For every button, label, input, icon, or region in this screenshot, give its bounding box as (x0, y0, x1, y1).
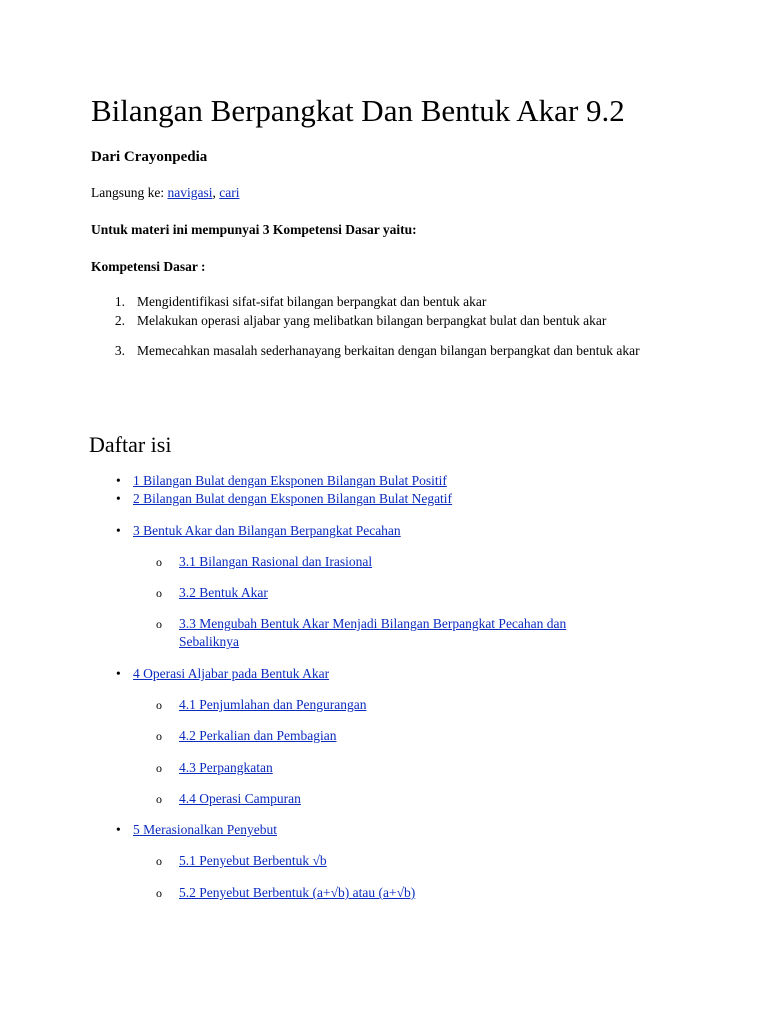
bullet-marker: • (116, 666, 121, 681)
toc-link[interactable]: 3.1 Bilangan Rasional dan Irasional (179, 554, 373, 569)
toc-link[interactable]: 4.1 Penjumlahan dan Pengurangan (179, 697, 367, 712)
bullet-marker: • (116, 473, 121, 488)
jump-to-bar (91, 184, 239, 202)
intro-statement: Untuk materi ini mempunyai 3 Kompetensi Dasar yaitu: (91, 222, 417, 237)
sub-bullet-marker: o (156, 792, 162, 806)
toc-link[interactable]: 5 Merasionalkan Penyebut (133, 822, 277, 837)
search-link[interactable]: cari (219, 185, 240, 200)
toc-link[interactable]: 4 Operasi Aljabar pada Bentuk Akar (133, 666, 330, 681)
page-subtitle: Dari Crayonpedia (91, 149, 208, 165)
toc-heading: Daftar isi (89, 432, 172, 457)
toc-link[interactable]: 5.2 Penyebut Berbentuk (a+√b) atau (a+√b) (179, 885, 416, 900)
sub-bullet-marker: o (156, 761, 162, 775)
bullet-marker: • (116, 822, 121, 837)
competency-text: Mengidentifikasi sifat-sifat bilangan berpangkat dan bentuk akar (137, 294, 487, 309)
competency-number: 1. (114, 294, 125, 309)
toc-link[interactable]: 2 Bilangan Bulat dengan Eksponen Bilangan Bulat Negatif (133, 491, 453, 506)
competency-label: Kompetensi Dasar : (91, 259, 206, 274)
toc-link[interactable]: 3.3 Mengubah Bentuk Akar Menjadi Bilangan Berpangkat Pecahan dan Sebaliknya (179, 616, 567, 649)
sub-bullet-marker: o (156, 617, 162, 631)
competency-number: 3. (114, 343, 125, 358)
page-title: Bilangan Berpangkat Dan Bentuk Akar 9.2 (91, 93, 625, 128)
toc-link[interactable]: 4.2 Perkalian dan Pembagian (179, 728, 337, 743)
toc-link[interactable]: 5.1 Penyebut Berbentuk √b (179, 853, 327, 868)
competency-text: Melakukan operasi aljabar yang melibatkan bilangan berpangkat bulat dan bentuk akar (137, 313, 607, 328)
bullet-marker: • (116, 523, 121, 538)
toc-link[interactable]: 4.4 Operasi Campuran (179, 791, 301, 806)
sub-bullet-marker: o (156, 698, 162, 712)
jump-prefix: Langsung ke: (91, 185, 168, 200)
sub-bullet-marker: o (156, 586, 162, 600)
sub-bullet-marker: o (156, 729, 162, 743)
sub-bullet-marker: o (156, 854, 162, 868)
jump-separator: , (212, 185, 220, 200)
navigation-link[interactable]: navigasi (167, 185, 213, 200)
competency-number: 2. (114, 313, 125, 328)
sub-bullet-marker: o (156, 886, 162, 900)
sub-bullet-marker: o (156, 555, 162, 569)
toc-link[interactable]: 3 Bentuk Akar dan Bilangan Berpangkat Pecahan (133, 523, 401, 538)
bullet-marker: • (116, 491, 121, 506)
competency-text: Memecahkan masalah sederhanayang berkaitan dengan bilangan berpangkat dan bentuk akar (137, 343, 640, 358)
toc-link[interactable]: 3.2 Bentuk Akar (179, 585, 268, 600)
toc-link[interactable]: 4.3 Perpangkatan (179, 760, 273, 775)
toc-link[interactable]: 1 Bilangan Bulat dengan Eksponen Bilangan Bulat Positif (133, 473, 447, 488)
